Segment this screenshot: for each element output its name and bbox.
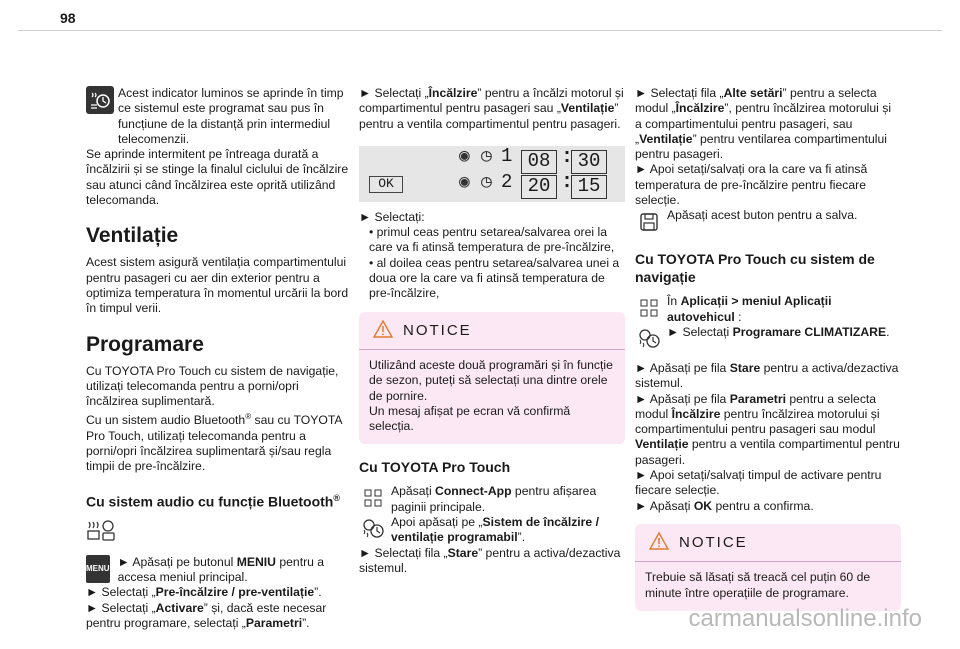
minute-2-value: 15 [571,175,607,199]
time-separator: : [561,170,574,194]
notice-text: Utilizând aceste două programări și în funcție de sezon, puteți să selectați una dintre orele de pornire. [369,357,613,403]
menu-instruction-text: ► Apăsați pe butonul MENIU pentru a accesa meniul principal. [117,554,325,584]
confirm-step: ► Apăsați OK pentru a confirma. [635,498,814,513]
heating-system-text: Apoi apăsați pe „Sistem de încălzire / ventilație programabil”. [391,515,599,545]
notice-box [635,524,901,611]
indicator-text-2: Se aprinde intermitent pe întreaga durată a încălzirii și se stinge la finalul ciclului de încălzire sau atunci când încălzirea este oprită utilizând telecomanda. [86,147,349,208]
notice-title: NOTICE [679,534,748,552]
apps-menu-step [635,294,901,325]
connect-app-step [359,484,625,515]
slot-2-number: 2 [501,170,513,193]
bluetooth-heading: Cu sistem audio cu funcție Bluetooth® [86,492,340,510]
pro-touch-heading: Cu TOYOTA Pro Touch [359,459,511,476]
bullet-second-clock: • al doilea ceas pentru setarea/salvarea unei a doua ore la care va fi atinsă temperatura de pre-încălzire, [369,255,620,301]
column-3 [635,86,901,621]
hour-2-value: 20 [521,175,557,199]
heating-system-step [359,515,625,546]
programare-text-2: Cu un sistem audio Bluetooth® sau cu TOYOTA Pro Touch, utilizați telecomanda pentru a porni/opri încălzirea suplimentară și/sau regla timpii de pre-încălzire. [86,412,342,474]
save-text: Apăsați acest buton pentru a salva. [667,208,858,223]
climate-programming-step [635,325,901,353]
warning-triangle-icon [373,320,393,342]
activation-time-step: ► Apoi setați/salvați timpul de activare pentru fiecare selecție. [635,468,882,498]
header-divider [18,30,942,31]
timer-select-icon: ◉ [459,172,470,193]
slot-1-number: 1 [501,144,513,167]
select-preheat-step: ► Selectați „Pre-încălzire / pre-ventilație”. [86,585,322,600]
indicator-text: Acest indicator luminos se aprinde în timp ce sistemul este programat sau pus în funcțiune de la distanță prin intermediul telecomenzii. [118,86,344,146]
connect-app-text: Apăsați Connect-App pentru afișarea paginii principale. [391,484,597,514]
hour-1-value: 08 [521,150,557,174]
warning-triangle-icon [649,532,669,554]
timer-display-screen [359,146,625,202]
clock-icon: ◷ [481,146,492,167]
time-separator: : [561,145,574,169]
stare-step: ► Selectați fila „Stare” pentru a activa/dezactiva sistemul. [359,545,621,575]
save-step [635,208,901,236]
stare-tab-step: ► Apăsați pe fila Stare pentru a activa/dezactiva sistemul. [635,360,899,391]
bluetooth-audio-icon [86,518,352,546]
other-settings-step: ► Selectați fila „Alte setări” pentru a selecta modul „Încălzire”, pentru încălzirea motorului și a compartimentului pentru pasageri, sau „Ventilație” pentru ventilarea compartimentului pentru pasageri. [635,86,892,162]
ventilatie-heading: Ventilație [86,224,179,248]
column-2 [359,86,625,576]
menu-instruction [86,555,352,586]
clock-icon: ◷ [481,172,492,193]
apps-grid-icon [359,484,387,512]
notice-text: Trebuie să lăsați să treacă cel puțin 60 de minute între operațiile de programare. [645,570,871,600]
select-activate-step: ► Selectați „Activare” și, dacă este necesar pentru programare, selectați „Parametri”. [86,600,327,630]
navigation-heading: Cu TOYOTA Pro Touch cu sistem de navigație [635,251,875,286]
notice-box [359,312,625,445]
heater-clock-icon [635,325,663,353]
programare-heading: Programare [86,332,204,356]
set-time-step: ► Apoi setați/salvați ora la care va fi atinsă temperatura de pre-încălzire pentru fiecare selecție. [635,162,868,208]
heater-clock-indicator-icon [86,86,114,114]
ventilatie-text: Acest sistem asigură ventilația compartimentului pentru pasageri cu aer din exterior pentru a optimiza temperatura în momentul urcării la bord în timpul verii. [86,255,349,316]
select-heating-step: ► Selectați „Încălzire” pentru a încălzi motorul și compartimentul pentru pasageri sau „Ventilație” pentru a ventila compartimentul pentru pasageri. [359,86,624,131]
notice-text-2: Un mesaj afișat pe ecran vă confirmă selecția. [369,403,571,434]
watermark: carmanualsonline.info [688,605,922,632]
page-number: 98 [60,10,76,26]
menu-button-icon: MENU [86,555,110,583]
select-label: ► Selectați: [359,209,425,224]
column-1 [86,86,352,631]
parametri-tab-step: ► Apăsați pe fila Parametri pentru a selecta modul Încălzire pentru încălzirea motorului și compartimentului pentru pasageri sau modul Ventilație pentru a ventila compartimentul pentru pasageri. [635,391,900,467]
programare-text-1: Cu TOYOTA Pro Touch cu sistem de navigație, utilizați telecomanda pentru a porni/opri încălzirea suplimentară. [86,363,339,409]
timer-select-icon: ◉ [459,146,470,167]
apps-menu-text: În Aplicații > meniul Aplicații autovehicul : [667,294,832,324]
ok-button: OK [369,176,403,193]
bullet-first-clock: • primul ceas pentru setarea/salvarea orei la care va fi atinsă temperatura de pre-încălzire, [369,225,615,255]
heater-clock-icon [359,515,387,543]
indicator-paragraph [86,86,352,147]
notice-title: NOTICE [403,322,472,340]
minute-1-value: 30 [571,150,607,174]
save-icon [635,208,663,236]
climate-programming-text: ► Selectați Programare CLIMATIZARE. [667,324,890,339]
apps-grid-icon [635,294,663,322]
